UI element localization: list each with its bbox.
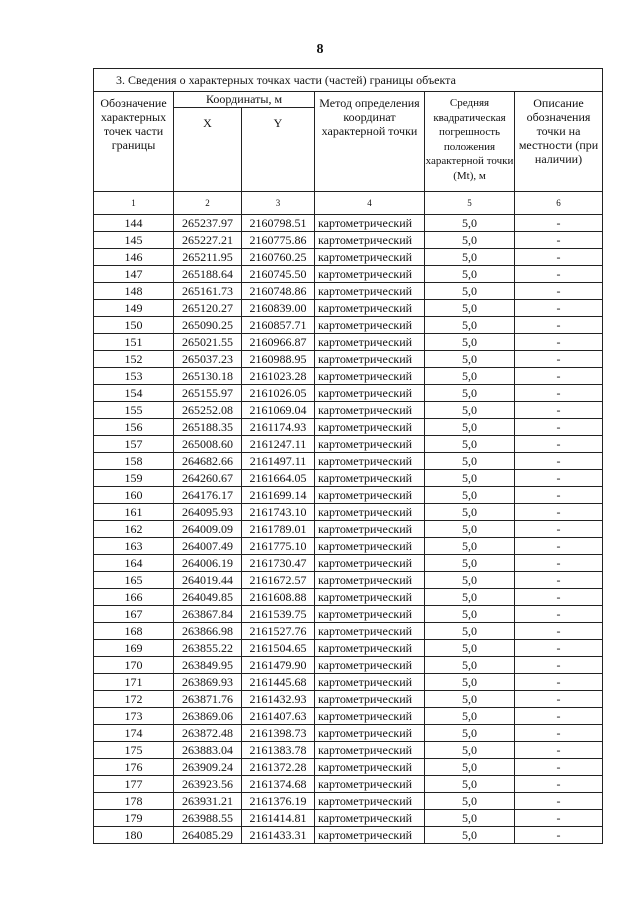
cell-error: 5,0 xyxy=(425,249,515,266)
cell-method: картометрический xyxy=(315,640,425,657)
table-row xyxy=(94,385,603,402)
table-row xyxy=(94,589,603,606)
header-y: Y xyxy=(242,108,315,192)
cell-description: - xyxy=(515,215,603,232)
cell-y: 2160839.00 xyxy=(242,300,315,317)
cell-y: 2161407.63 xyxy=(242,708,315,725)
cell-point: 176 xyxy=(94,759,174,776)
cell-y: 2161414.81 xyxy=(242,810,315,827)
table-row xyxy=(94,708,603,725)
cell-description: - xyxy=(515,606,603,623)
cell-x: 264085.29 xyxy=(174,827,242,844)
table-row xyxy=(94,487,603,504)
cell-error: 5,0 xyxy=(425,776,515,793)
cell-method: картометрический xyxy=(315,589,425,606)
cell-x: 265188.35 xyxy=(174,419,242,436)
cell-y: 2161672.57 xyxy=(242,572,315,589)
table-row xyxy=(94,402,603,419)
cell-method: картометрический xyxy=(315,555,425,572)
table-row xyxy=(94,453,603,470)
cell-method: картометрический xyxy=(315,793,425,810)
cell-method: картометрический xyxy=(315,776,425,793)
cell-method: картометрический xyxy=(315,385,425,402)
cell-description: - xyxy=(515,521,603,538)
column-numbers-row xyxy=(94,192,603,215)
cell-method: картометрический xyxy=(315,572,425,589)
column-number: 6 xyxy=(515,192,603,215)
cell-point: 154 xyxy=(94,385,174,402)
column-number: 4 xyxy=(315,192,425,215)
table-row xyxy=(94,300,603,317)
cell-method: картометрический xyxy=(315,657,425,674)
cell-point: 170 xyxy=(94,657,174,674)
table-row xyxy=(94,827,603,844)
cell-error: 5,0 xyxy=(425,470,515,487)
table-row xyxy=(94,759,603,776)
header-x: X xyxy=(174,108,242,192)
cell-point: 156 xyxy=(94,419,174,436)
cell-x: 265227.21 xyxy=(174,232,242,249)
cell-error: 5,0 xyxy=(425,351,515,368)
cell-method: картометрический xyxy=(315,759,425,776)
table-body xyxy=(94,69,603,844)
cell-y: 2161504.65 xyxy=(242,640,315,657)
cell-error: 5,0 xyxy=(425,283,515,300)
cell-x: 265237.97 xyxy=(174,215,242,232)
cell-x: 264019.44 xyxy=(174,572,242,589)
cell-error: 5,0 xyxy=(425,606,515,623)
cell-error: 5,0 xyxy=(425,215,515,232)
cell-x: 263883.04 xyxy=(174,742,242,759)
cell-error: 5,0 xyxy=(425,402,515,419)
table-row xyxy=(94,572,603,589)
cell-y: 2161247.11 xyxy=(242,436,315,453)
cell-y: 2160857.71 xyxy=(242,317,315,334)
table-row xyxy=(94,317,603,334)
section-title: 3. Сведения о характерных точках части (частей) границы объекта xyxy=(94,69,603,92)
cell-x: 263871.76 xyxy=(174,691,242,708)
cell-error: 5,0 xyxy=(425,266,515,283)
cell-point: 180 xyxy=(94,827,174,844)
cell-point: 147 xyxy=(94,266,174,283)
cell-method: картометрический xyxy=(315,606,425,623)
table-row xyxy=(94,776,603,793)
cell-description: - xyxy=(515,691,603,708)
cell-x: 265120.27 xyxy=(174,300,242,317)
cell-description: - xyxy=(515,810,603,827)
section-title-row xyxy=(94,69,603,92)
cell-point: 144 xyxy=(94,215,174,232)
cell-x: 264006.19 xyxy=(174,555,242,572)
cell-method: картометрический xyxy=(315,351,425,368)
cell-x: 264009.09 xyxy=(174,521,242,538)
cell-description: - xyxy=(515,368,603,385)
cell-point: 155 xyxy=(94,402,174,419)
cell-error: 5,0 xyxy=(425,640,515,657)
cell-error: 5,0 xyxy=(425,368,515,385)
cell-error: 5,0 xyxy=(425,691,515,708)
cell-x: 264176.17 xyxy=(174,487,242,504)
cell-x: 263855.22 xyxy=(174,640,242,657)
header-row-1 xyxy=(94,92,603,108)
table-row xyxy=(94,691,603,708)
table-row xyxy=(94,215,603,232)
column-number: 1 xyxy=(94,192,174,215)
cell-x: 264007.49 xyxy=(174,538,242,555)
table-row xyxy=(94,283,603,300)
cell-x: 265188.64 xyxy=(174,266,242,283)
cell-error: 5,0 xyxy=(425,419,515,436)
cell-method: картометрический xyxy=(315,402,425,419)
cell-y: 2161608.88 xyxy=(242,589,315,606)
cell-method: картометрический xyxy=(315,215,425,232)
table-row xyxy=(94,368,603,385)
cell-method: картометрический xyxy=(315,334,425,351)
cell-error: 5,0 xyxy=(425,572,515,589)
cell-description: - xyxy=(515,351,603,368)
cell-method: картометрический xyxy=(315,368,425,385)
cell-x: 265008.60 xyxy=(174,436,242,453)
cell-x: 265037.23 xyxy=(174,351,242,368)
cell-description: - xyxy=(515,487,603,504)
page-number: 8 xyxy=(316,42,324,57)
cell-error: 5,0 xyxy=(425,521,515,538)
cell-method: картометрический xyxy=(315,436,425,453)
cell-error: 5,0 xyxy=(425,538,515,555)
cell-x: 263923.56 xyxy=(174,776,242,793)
cell-y: 2161497.11 xyxy=(242,453,315,470)
cell-point: 159 xyxy=(94,470,174,487)
table-row xyxy=(94,266,603,283)
cell-description: - xyxy=(515,283,603,300)
cell-point: 162 xyxy=(94,521,174,538)
cell-y: 2161539.75 xyxy=(242,606,315,623)
cell-description: - xyxy=(515,657,603,674)
cell-method: картометрический xyxy=(315,674,425,691)
cell-description: - xyxy=(515,776,603,793)
cell-point: 177 xyxy=(94,776,174,793)
table-row xyxy=(94,470,603,487)
cell-x: 263866.98 xyxy=(174,623,242,640)
cell-error: 5,0 xyxy=(425,555,515,572)
cell-description: - xyxy=(515,674,603,691)
cell-description: - xyxy=(515,759,603,776)
cell-description: - xyxy=(515,300,603,317)
cell-y: 2161376.19 xyxy=(242,793,315,810)
cell-method: картометрический xyxy=(315,300,425,317)
cell-method: картометрический xyxy=(315,317,425,334)
cell-x: 263988.55 xyxy=(174,810,242,827)
cell-description: - xyxy=(515,640,603,657)
cell-error: 5,0 xyxy=(425,742,515,759)
cell-description: - xyxy=(515,827,603,844)
cell-x: 265161.73 xyxy=(174,283,242,300)
cell-description: - xyxy=(515,708,603,725)
cell-method: картометрический xyxy=(315,827,425,844)
cell-y: 2161026.05 xyxy=(242,385,315,402)
cell-method: картометрический xyxy=(315,419,425,436)
header-error: Средняя квадратическая погрешность положения характерной точки (Mt), м xyxy=(425,92,515,192)
table-row xyxy=(94,419,603,436)
cell-point: 169 xyxy=(94,640,174,657)
cell-method: картометрический xyxy=(315,538,425,555)
table-row xyxy=(94,555,603,572)
cell-method: картометрический xyxy=(315,623,425,640)
cell-method: картометрический xyxy=(315,742,425,759)
cell-y: 2161789.01 xyxy=(242,521,315,538)
cell-method: картометрический xyxy=(315,249,425,266)
cell-point: 172 xyxy=(94,691,174,708)
cell-method: картометрический xyxy=(315,453,425,470)
cell-point: 152 xyxy=(94,351,174,368)
cell-error: 5,0 xyxy=(425,385,515,402)
cell-description: - xyxy=(515,538,603,555)
column-number: 3 xyxy=(242,192,315,215)
cell-y: 2160760.25 xyxy=(242,249,315,266)
cell-error: 5,0 xyxy=(425,623,515,640)
cell-point: 164 xyxy=(94,555,174,572)
cell-error: 5,0 xyxy=(425,504,515,521)
header-description: Описание обозначения точки на местности (при наличии) xyxy=(515,92,603,192)
cell-x: 264095.93 xyxy=(174,504,242,521)
cell-y: 2161699.14 xyxy=(242,487,315,504)
cell-y: 2160988.95 xyxy=(242,351,315,368)
cell-method: картометрический xyxy=(315,487,425,504)
cell-x: 264049.85 xyxy=(174,589,242,606)
cell-error: 5,0 xyxy=(425,334,515,351)
cell-x: 265090.25 xyxy=(174,317,242,334)
cell-error: 5,0 xyxy=(425,793,515,810)
cell-error: 5,0 xyxy=(425,810,515,827)
cell-y: 2161174.93 xyxy=(242,419,315,436)
header-method: Метод определения координат характерной точки xyxy=(315,92,425,192)
table-row xyxy=(94,249,603,266)
cell-error: 5,0 xyxy=(425,827,515,844)
cell-description: - xyxy=(515,555,603,572)
table-row xyxy=(94,504,603,521)
cell-error: 5,0 xyxy=(425,453,515,470)
cell-y: 2160966.87 xyxy=(242,334,315,351)
cell-y: 2161479.90 xyxy=(242,657,315,674)
cell-point: 179 xyxy=(94,810,174,827)
cell-point: 148 xyxy=(94,283,174,300)
table-row xyxy=(94,725,603,742)
cell-point: 168 xyxy=(94,623,174,640)
cell-error: 5,0 xyxy=(425,487,515,504)
cell-error: 5,0 xyxy=(425,232,515,249)
cell-y: 2160745.50 xyxy=(242,266,315,283)
table-row xyxy=(94,742,603,759)
cell-point: 157 xyxy=(94,436,174,453)
cell-x: 263867.84 xyxy=(174,606,242,623)
cell-point: 153 xyxy=(94,368,174,385)
cell-error: 5,0 xyxy=(425,725,515,742)
cell-error: 5,0 xyxy=(425,657,515,674)
cell-point: 163 xyxy=(94,538,174,555)
cell-method: картометрический xyxy=(315,810,425,827)
cell-error: 5,0 xyxy=(425,708,515,725)
cell-description: - xyxy=(515,419,603,436)
header-coordinates: Координаты, м xyxy=(174,92,315,108)
cell-error: 5,0 xyxy=(425,436,515,453)
cell-point: 166 xyxy=(94,589,174,606)
cell-point: 150 xyxy=(94,317,174,334)
table-row xyxy=(94,606,603,623)
table-row xyxy=(94,351,603,368)
cell-point: 145 xyxy=(94,232,174,249)
cell-y: 2161023.28 xyxy=(242,368,315,385)
cell-x: 265155.97 xyxy=(174,385,242,402)
cell-error: 5,0 xyxy=(425,589,515,606)
cell-y: 2160748.86 xyxy=(242,283,315,300)
cell-point: 160 xyxy=(94,487,174,504)
cell-error: 5,0 xyxy=(425,317,515,334)
cell-point: 178 xyxy=(94,793,174,810)
cell-description: - xyxy=(515,334,603,351)
cell-method: картометрический xyxy=(315,521,425,538)
cell-point: 158 xyxy=(94,453,174,470)
cell-method: картометрический xyxy=(315,266,425,283)
cell-point: 173 xyxy=(94,708,174,725)
cell-x: 263931.21 xyxy=(174,793,242,810)
cell-description: - xyxy=(515,742,603,759)
cell-method: картометрический xyxy=(315,504,425,521)
column-number: 5 xyxy=(425,192,515,215)
cell-y: 2161527.76 xyxy=(242,623,315,640)
table-row xyxy=(94,640,603,657)
cell-y: 2161743.10 xyxy=(242,504,315,521)
cell-description: - xyxy=(515,232,603,249)
cell-x: 265211.95 xyxy=(174,249,242,266)
cell-method: картометрический xyxy=(315,470,425,487)
cell-y: 2161383.78 xyxy=(242,742,315,759)
cell-description: - xyxy=(515,572,603,589)
cell-x: 263869.06 xyxy=(174,708,242,725)
cell-y: 2160775.86 xyxy=(242,232,315,249)
cell-x: 263849.95 xyxy=(174,657,242,674)
table-row xyxy=(94,538,603,555)
cell-x: 264260.67 xyxy=(174,470,242,487)
cell-y: 2161069.04 xyxy=(242,402,315,419)
cell-point: 171 xyxy=(94,674,174,691)
cell-y: 2161432.93 xyxy=(242,691,315,708)
cell-error: 5,0 xyxy=(425,300,515,317)
cell-method: картометрический xyxy=(315,708,425,725)
cell-y: 2161730.47 xyxy=(242,555,315,572)
header-designation: Обозначение характерных точек части границы xyxy=(94,92,174,192)
table-row xyxy=(94,623,603,640)
cell-description: - xyxy=(515,589,603,606)
cell-x: 265130.18 xyxy=(174,368,242,385)
cell-description: - xyxy=(515,793,603,810)
cell-description: - xyxy=(515,317,603,334)
cell-method: картометрический xyxy=(315,232,425,249)
cell-y: 2161398.73 xyxy=(242,725,315,742)
cell-description: - xyxy=(515,470,603,487)
cell-method: картометрический xyxy=(315,283,425,300)
cell-error: 5,0 xyxy=(425,674,515,691)
cell-y: 2160798.51 xyxy=(242,215,315,232)
table-row xyxy=(94,232,603,249)
cell-description: - xyxy=(515,436,603,453)
cell-x: 265252.08 xyxy=(174,402,242,419)
cell-y: 2161664.05 xyxy=(242,470,315,487)
table-row xyxy=(94,810,603,827)
table-row xyxy=(94,521,603,538)
cell-description: - xyxy=(515,504,603,521)
table-row xyxy=(94,674,603,691)
table-row xyxy=(94,793,603,810)
cell-description: - xyxy=(515,385,603,402)
cell-point: 165 xyxy=(94,572,174,589)
cell-point: 167 xyxy=(94,606,174,623)
table-row xyxy=(94,436,603,453)
cell-y: 2161372.28 xyxy=(242,759,315,776)
cell-x: 263909.24 xyxy=(174,759,242,776)
cell-description: - xyxy=(515,453,603,470)
cell-y: 2161445.68 xyxy=(242,674,315,691)
cell-point: 175 xyxy=(94,742,174,759)
cell-description: - xyxy=(515,249,603,266)
cell-error: 5,0 xyxy=(425,759,515,776)
cell-x: 264682.66 xyxy=(174,453,242,470)
cell-method: картометрический xyxy=(315,725,425,742)
table-row xyxy=(94,334,603,351)
cell-point: 174 xyxy=(94,725,174,742)
cell-point: 149 xyxy=(94,300,174,317)
cell-point: 161 xyxy=(94,504,174,521)
cell-point: 146 xyxy=(94,249,174,266)
table-row xyxy=(94,657,603,674)
cell-x: 263869.93 xyxy=(174,674,242,691)
cell-x: 263872.48 xyxy=(174,725,242,742)
cell-description: - xyxy=(515,266,603,283)
cell-point: 151 xyxy=(94,334,174,351)
cell-description: - xyxy=(515,623,603,640)
cell-description: - xyxy=(515,725,603,742)
cell-y: 2161374.68 xyxy=(242,776,315,793)
cell-y: 2161433.31 xyxy=(242,827,315,844)
column-number: 2 xyxy=(174,192,242,215)
cell-description: - xyxy=(515,402,603,419)
cell-y: 2161775.10 xyxy=(242,538,315,555)
cell-x: 265021.55 xyxy=(174,334,242,351)
cell-method: картометрический xyxy=(315,691,425,708)
boundary-points-table xyxy=(93,68,603,844)
